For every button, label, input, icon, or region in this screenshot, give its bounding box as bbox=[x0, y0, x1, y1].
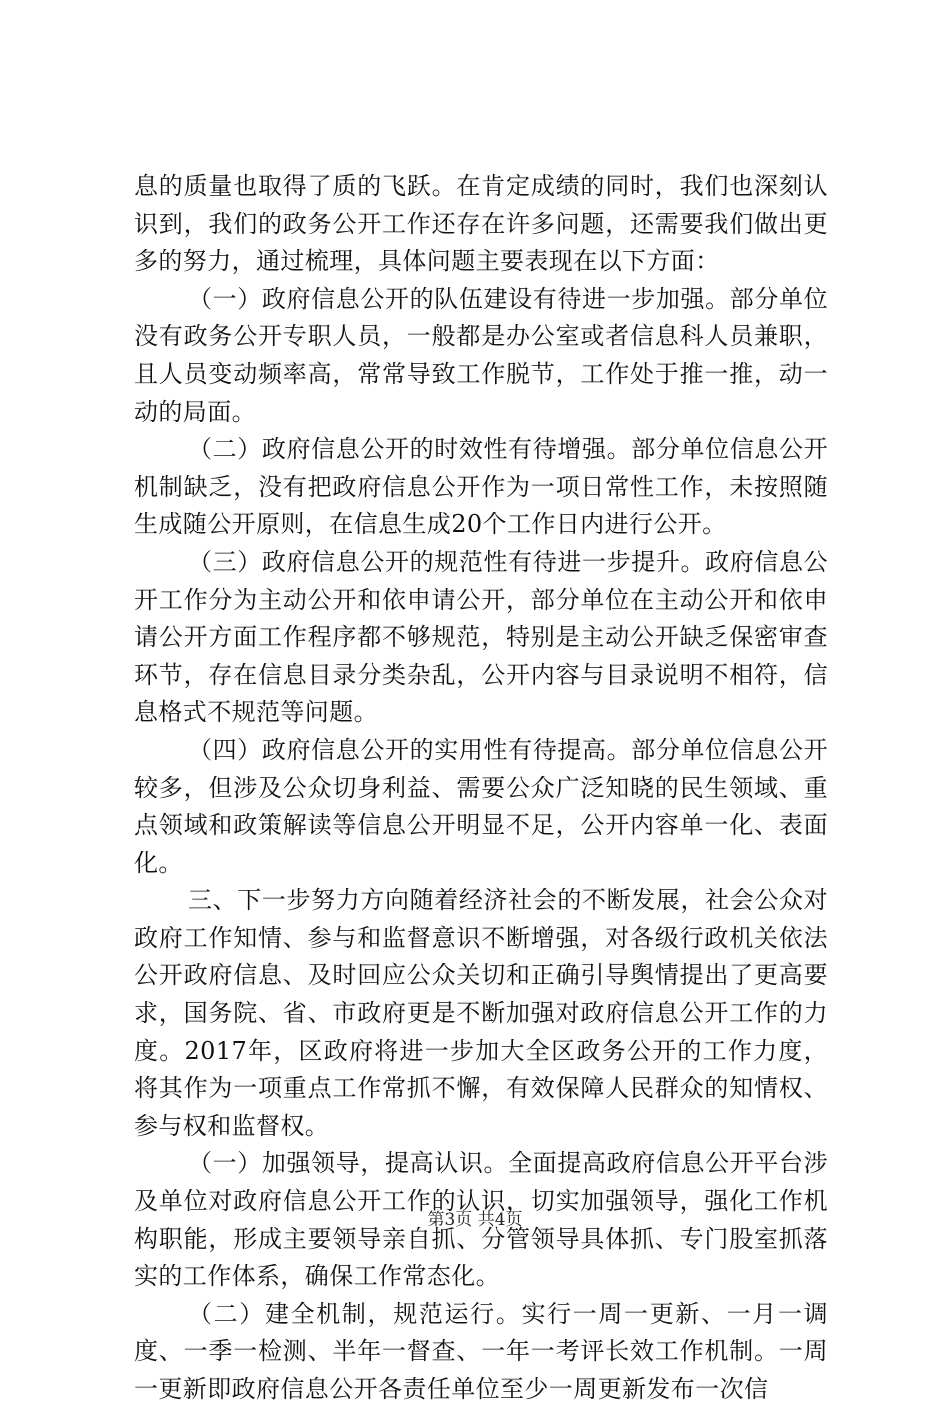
paragraph-issue-1: （一）政府信息公开的队伍建设有待进一步加强。部分单位没有政务公开专职人员，一般都是办公室或者信息科人员兼职，且人员变动频率高，常常导致工作脱节，工作处于推一推，动一动的局面。 bbox=[134, 284, 828, 426]
paragraph-issue-3: （三）政府信息公开的规范性有待进一步提升。政府信息公开工作分为主动公开和依申请公开，部分单位在主动公开和依申请公开方面工作程序都不够规范，特别是主动公开缺乏保密审查环节，存在信息目录分类杂乱，公开内容与目录说明不相符，信息格式不规范等问题。 bbox=[134, 547, 828, 727]
paragraph-measure-2: （二）建全机制，规范运行。实行一周一更新、一月一调度、一季一检测、半年一督查、一年一考评长效工作机制。一周一更新即政府信息公开各责任单位至少一周更新发布一次信 bbox=[134, 1299, 828, 1403]
paragraph-issue-4: （四）政府信息公开的实用性有待提高。部分单位信息公开较多，但涉及公众切身利益、需要公众广泛知晓的民生领域、重点领域和政策解读等信息公开明显不足，公开内容单一化、表面化。 bbox=[134, 735, 828, 877]
page-number-footer: 第3页 共4页 bbox=[427, 1210, 523, 1230]
paragraph-continuation: 息的质量也取得了质的飞跃。在肯定成绩的同时，我们也深刻认识到，我们的政务公开工作还存在许多问题，还需要我们做出更多的努力，通过梳理，具体问题主要表现在以下方面： bbox=[134, 172, 828, 276]
paragraph-issue-2: （二）政府信息公开的时效性有待增强。部分单位信息公开机制缺乏，没有把政府信息公开作为一项日常性工作，未按照随生成随公开原则，在信息生成20个工作日内进行公开。 bbox=[134, 435, 828, 539]
paragraph-measure-1: （一）加强领导，提高认识。全面提高政府信息公开平台涉及单位对政府信息公开工作的认识，切实加强领导，强化工作机构职能，形成主要领导亲自抓、分管领导具体抓、专门股室抓落实的工作体系，确保工作常态化。 bbox=[134, 1149, 828, 1291]
paragraph-section-3: 三、下一步努力方向随着经济社会的不断发展，社会公众对政府工作知情、参与和监督意识不断增强，对各级行政机关依法公开政府信息、及时回应公众关切和正确引导舆情提出了更高要求，国务院、省、市政府更是不断加强对政府信息公开工作的力度。2017年，区政府将进一步加大全区政务公开的工作力度，将其作为一项重点工作常抓不懈，有效保障人民群众的知情权、参与权和监督权。 bbox=[134, 886, 828, 1140]
